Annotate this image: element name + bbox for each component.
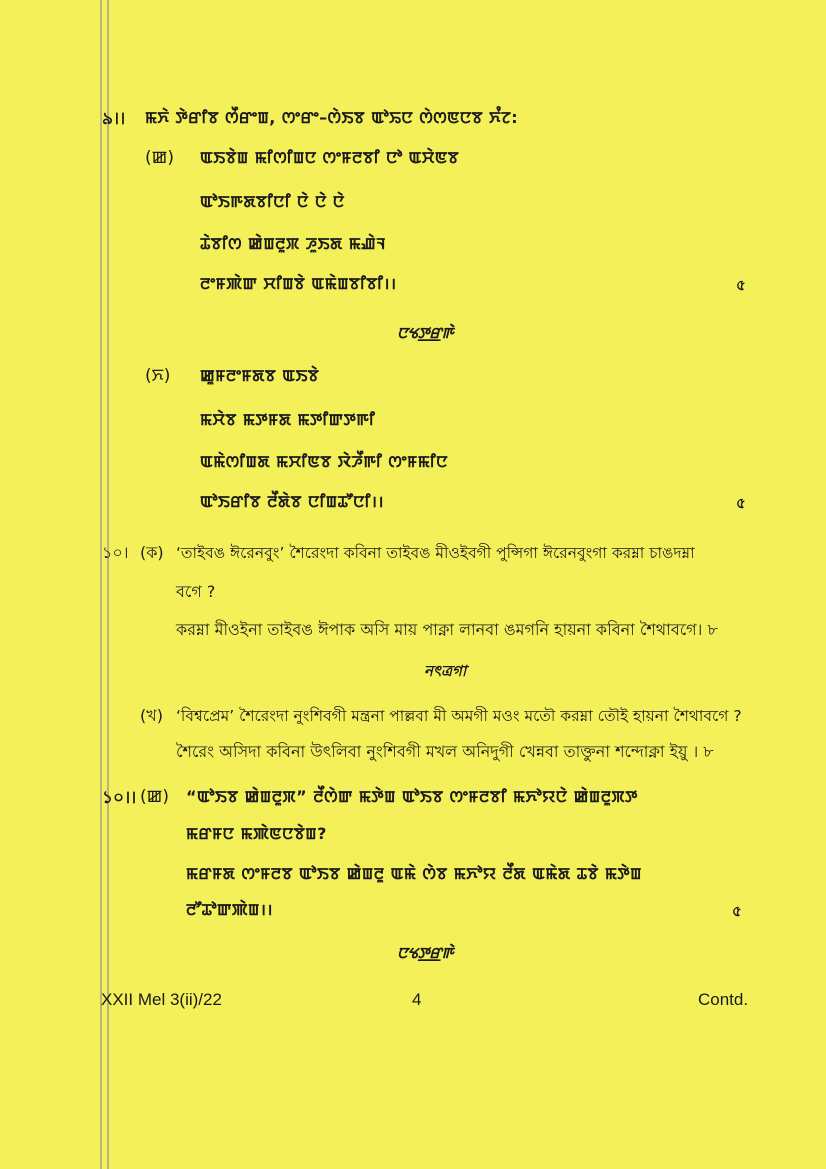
part-label: (ꯈ) (145, 366, 171, 386)
or-separator: নৎত্রগা (424, 662, 467, 680)
poem-line: ꯑꯣꯏꯔꯤꯕ ꯂꯩꯗꯥꯕ ꯅꯤꯡꯊꯧꯅꯤ।। (200, 492, 384, 511)
question-number: ৯।। (102, 109, 126, 129)
poem-line: ꯀꯨꯝꯂꯦꯝꯗꯕ ꯑꯏꯕꯥ (200, 366, 320, 385)
question-text: “ꯑꯣꯏꯕ ꯀꯥꯡꯂꯨꯞ” ꯂꯩꯁꯥꯛ ꯃꯇꯥꯡ ꯑꯣꯏꯕ ꯁꯦꯝꯂꯕꯤ ꯃꯈꯣꯌꯅꯥ ꯀꯥꯡꯂꯨꯞꯇ (186, 787, 638, 806)
question-number: ১০।। (102, 788, 137, 808)
part-label: (ꯀ) (145, 148, 174, 168)
marks: ৫ (736, 494, 746, 512)
poem-line: ꯑꯣꯏꯒꯗꯕꯤꯅꯤ ꯅꯥ ꯅꯥ ꯅꯥ (200, 192, 345, 211)
paper-code: XXII Mel 3(ii)/22 (101, 990, 222, 1009)
question-text: বগে ? (176, 582, 216, 601)
part-label: (ক) (140, 543, 164, 562)
continued-label: Contd. (698, 990, 749, 1009)
page-number: 4 (412, 990, 422, 1009)
marks: ৫ (736, 276, 746, 294)
poem-line: ꯊꯥꯕꯤꯁ ꯀꯥꯡꯂꯨꯞ ꯍꯨꯏꯗ ꯃꯉꯥꯜ (200, 234, 386, 253)
question-text: ‘বিশ্বপ্রেম’ শৈরেংদা নুংশিবগী মন্ত্রনা পাল্লবা মী অমগী মওং মতৌ করম্না তৌই হায়না শৈথাবগে ? (176, 707, 742, 725)
question-text: করম্না মীওইনা তাইবঙ ঈপাক অসি মায় পাক্না লানবা ঙমগনি হায়না কবিনা শৈথাবগে। ৮ (176, 620, 718, 639)
or-separator: ꯅꯠꯇ꯭ꯔꯒꯥ (397, 324, 454, 342)
part-label: (ꯀ) (140, 787, 169, 807)
question-text: ‘তাইবঙ ঈরেনবুং’ শৈরেংদা কবিনা তাইবঙ মীওইবগী পুন্সিগা ঈরেনবুংগা করম্না চাঙদম্না (176, 544, 695, 562)
poem-line: ꯑꯃꯥꯁꯤꯡꯗ ꯃꯆꯤꯟꯕ ꯋꯥꯍꯩꯒꯤ ꯁꯦꯝꯃꯤꯅ (200, 452, 448, 471)
part-label: (খ) (140, 706, 163, 725)
poem-line: ꯑꯏꯕꯥꯡ ꯃꯤꯁꯤꯡꯅ ꯁꯦꯝꯂꯕꯤ ꯅꯣ ꯑꯆꯥꯟꯕ (200, 148, 460, 167)
poem-line: ꯃꯆꯥꯕ ꯃꯇꯝꯗ ꯃꯇꯤꯛꯇꯒꯤ (200, 410, 376, 429)
marks: ৫ (732, 902, 742, 920)
question-instruction: ꯃꯈꯥ ꯇꯥꯔꯤꯕ ꯁꯩꯔꯦꯡ, ꯁꯦꯔꯦ–ꯁꯥꯏꯕ ꯑꯣꯢꯅ ꯁꯥꯁꯟꯅꯕ ꯈꯪꯖ: (145, 108, 519, 127)
question-number: ১০। (102, 543, 129, 562)
question-text: ꯃꯔꯝꯗ ꯁꯦꯝꯂꯕ ꯑꯣꯏꯕ ꯀꯥꯡꯂꯨ ꯑꯃꯥ ꯁꯥꯕ ꯃꯈꯣꯌ ꯂꯩꯗ ꯑꯃꯥꯗ ꯊꯕꯥ ꯃꯇꯥꯡ (186, 864, 642, 883)
question-text: ꯃꯔꯝꯅ ꯃꯄꯥꯟꯅꯕꯥꯡ? (186, 824, 327, 843)
question-text: ꯂꯧꯊꯣꯛꯄꯥꯡ।। (186, 900, 273, 919)
or-separator: ꯅꯠꯇ꯭ꯔꯒꯥ (397, 944, 454, 962)
question-text: শৈরেং অসিদা কবিনা উৎলিবা নুংশিবগী মখল অনিদুগী খেন্নবা তাক্তুনা শন্দোক্না ইয়ু । ৮ (176, 742, 714, 761)
poem-line: ꯂꯦꯝꯄꯥꯛ ꯆꯤꯡꯕꯥ ꯑꯃꯥꯡꯕꯤꯕꯤ।। (200, 274, 397, 293)
